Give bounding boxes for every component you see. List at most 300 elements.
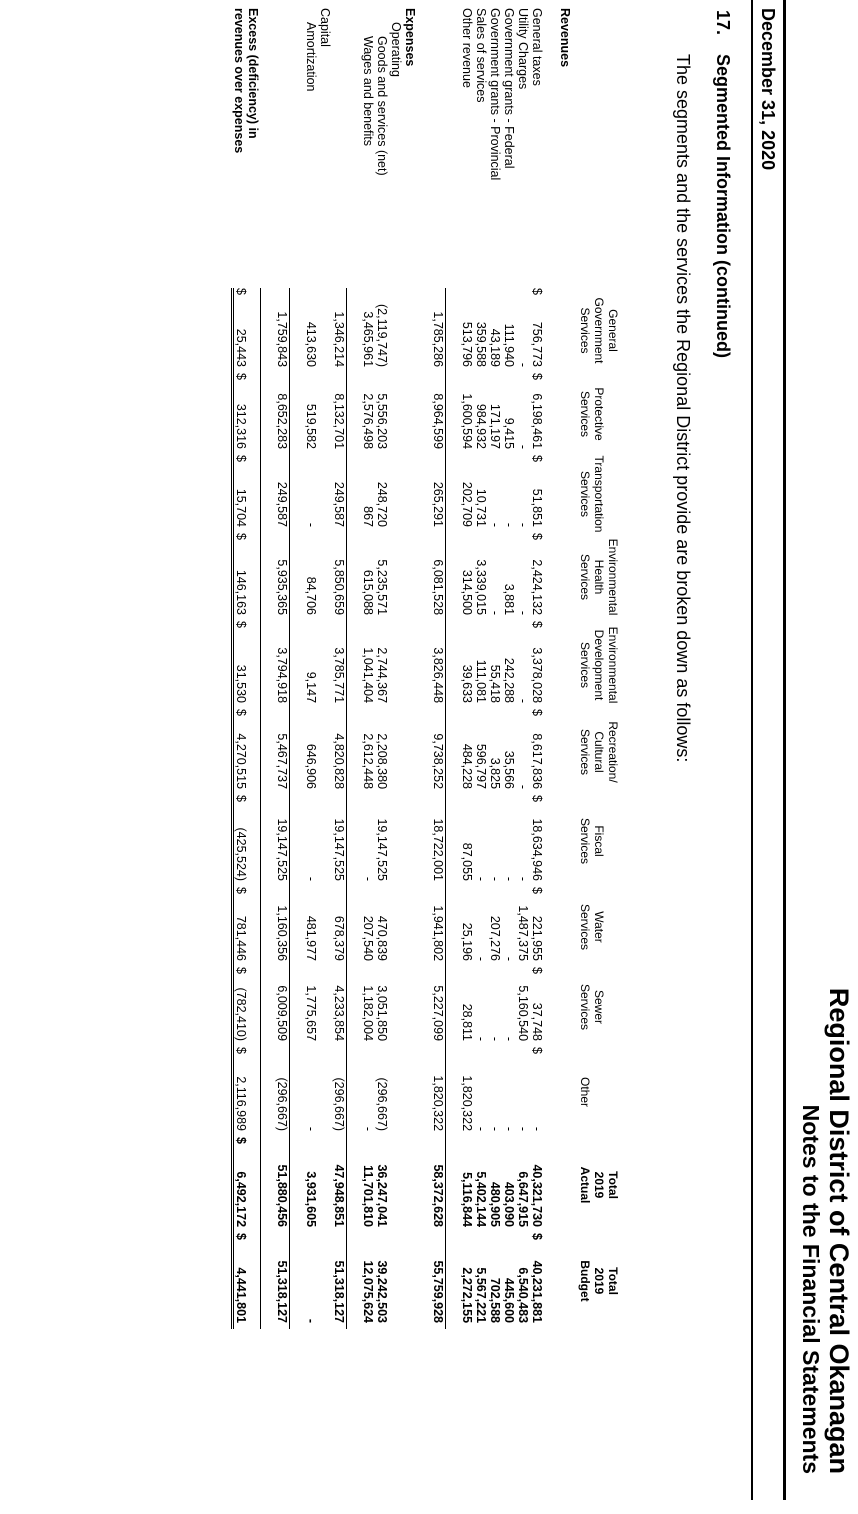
currency-cell [460, 533, 474, 549]
table-row [516, 8, 530, 1329]
table-row [474, 8, 488, 1329]
column-header [572, 1233, 620, 1329]
column-header-line: Health [592, 559, 606, 595]
value-cell: 5,227,099 [431, 983, 446, 1047]
value-cell: - [516, 1126, 530, 1132]
column-header-line: Services [578, 471, 592, 518]
currency-cell [460, 1047, 474, 1063]
value-cell: 1,820,322 [431, 1063, 446, 1137]
column-header-line: Development [592, 629, 606, 701]
row-label-line: revenues over expenses [232, 8, 247, 154]
currency-cell [332, 373, 347, 389]
currency-cell [474, 1233, 488, 1249]
spacer-cell [417, 8, 431, 1329]
currency-cell [332, 709, 347, 725]
table-row [375, 8, 389, 1329]
currency-cell [474, 1137, 488, 1153]
note-title: Segmented Information (continued) [713, 54, 733, 358]
value-cell: 596,797 [474, 743, 488, 790]
value-cell: 51,318,127 [275, 1249, 290, 1329]
currency-cell [431, 1047, 446, 1063]
currency-cell: $ [530, 373, 544, 380]
currency-cell [332, 455, 347, 471]
currency-cell [361, 533, 375, 549]
currency-cell: $ [530, 709, 544, 716]
currency-cell: $ [233, 1047, 261, 1063]
value-cell: 47,948,851 [332, 1153, 347, 1233]
value-cell: 43,189 [488, 328, 502, 368]
currency-cell [474, 621, 488, 637]
currency-cell: $ [530, 795, 544, 802]
currency-cell [332, 1233, 347, 1249]
currency-cell [431, 967, 446, 983]
value-cell: 28,811 [460, 1003, 474, 1042]
currency-cell [275, 1233, 290, 1249]
currency-cell [502, 455, 516, 471]
spacer-row [544, 8, 558, 1329]
column-header [572, 1137, 620, 1233]
currency-cell [431, 709, 446, 725]
currency-cell [488, 373, 502, 389]
spacer-cell [290, 8, 305, 1329]
currency-cell: $ [233, 373, 261, 389]
value-cell: 3,794,918 [275, 637, 290, 709]
value-cell: (296,667) [375, 1077, 389, 1132]
column-header-line: Actual [578, 1166, 592, 1204]
value-cell: 242,288 [502, 657, 516, 704]
value-cell: 3,825 [488, 757, 502, 790]
section-revenues [558, 8, 572, 1329]
column-header-line: Environmental [606, 538, 620, 616]
value-cell: 37,748 [530, 1002, 544, 1042]
currency-cell [275, 373, 290, 389]
value-cell: 39,242,503 [375, 1260, 389, 1324]
value-cell: - [304, 876, 318, 882]
value-cell: 40,321,730 [530, 1164, 544, 1228]
column-header [572, 1047, 620, 1137]
value-cell: - [516, 784, 530, 790]
row-label: Government grants - Federal [502, 8, 516, 169]
value-cell: 4,441,801 [233, 1249, 261, 1329]
currency-cell [502, 373, 516, 389]
column-header-line: Protective [592, 387, 606, 441]
value-cell: 84,706 [304, 576, 318, 616]
note-intro: The segments and the services the Regional District provide are broken down as follows: [673, 54, 693, 763]
value-cell: 1,775,657 [304, 985, 318, 1042]
currency-cell [516, 967, 530, 983]
value-cell: 36,247,041 [375, 1164, 389, 1228]
currency-cell [460, 887, 474, 903]
value-cell: - [502, 956, 516, 962]
value-cell: 5,850,659 [332, 549, 347, 621]
value-cell: - [361, 876, 375, 882]
currency-cell [516, 373, 530, 389]
value-cell: 207,540 [361, 915, 375, 962]
currency-cell [361, 455, 375, 471]
table-row [275, 8, 290, 1329]
value-cell: 1,759,843 [275, 304, 290, 373]
value-cell: 35,566 [502, 750, 516, 790]
column-header-line: Services [578, 904, 592, 951]
column-header-row [572, 8, 620, 1329]
currency-cell [502, 795, 516, 811]
section-operating-label: Operating [389, 22, 403, 77]
currency-cell [304, 709, 318, 725]
value-cell: 702,588 [488, 1277, 502, 1324]
value-cell: 984,932 [474, 403, 488, 450]
value-cell: 1,941,802 [431, 903, 446, 967]
currency-cell [275, 288, 290, 304]
currency-cell [474, 533, 488, 549]
value-cell: 8,652,283 [275, 389, 290, 455]
value-cell: 4,233,854 [332, 983, 347, 1047]
value-cell: 1,600,594 [460, 393, 474, 450]
value-cell: 312,316 [233, 389, 261, 455]
currency-cell [502, 887, 516, 903]
currency-cell [460, 373, 474, 389]
currency-cell [460, 795, 474, 811]
currency-cell [375, 1137, 389, 1153]
currency-cell [488, 887, 502, 903]
currency-cell [275, 887, 290, 903]
value-cell: 6,198,461 [530, 393, 544, 450]
column-header-line: Services [578, 729, 592, 776]
value-cell: 4,820,828 [332, 725, 347, 795]
row-label [431, 8, 446, 288]
currency-cell [361, 621, 375, 637]
value-cell: 5,402,144 [474, 1171, 488, 1228]
value-cell: - [502, 522, 516, 528]
column-header-line: Other [578, 1077, 592, 1108]
value-cell: 51,851 [530, 488, 544, 528]
currency-cell [431, 621, 446, 637]
value-cell: 1,785,286 [431, 304, 446, 373]
column-header-line: Recreation/ [606, 721, 620, 783]
column-header-line: Total [606, 1171, 620, 1199]
value-cell: 265,291 [431, 471, 446, 533]
currency-cell: $ [233, 887, 261, 903]
currency-cell [474, 373, 488, 389]
value-cell: 403,090 [502, 1181, 516, 1228]
value-cell: 445,600 [502, 1277, 516, 1324]
value-cell: 11,701,810 [361, 1165, 375, 1228]
value-cell: 87,055 [460, 842, 474, 882]
value-cell: - [516, 876, 530, 882]
value-cell: 8,132,701 [332, 389, 347, 455]
value-cell: 1,160,356 [275, 903, 290, 967]
value-cell: 6,540,483 [516, 1267, 530, 1324]
currency-cell [502, 709, 516, 725]
currency-cell: $ [530, 1047, 544, 1054]
value-cell: 3,465,961 [361, 311, 375, 368]
value-cell: 249,587 [332, 471, 347, 533]
row-label: Amortization [304, 22, 318, 92]
currency-cell [502, 621, 516, 637]
table-row [332, 8, 347, 1329]
currency-cell [332, 1047, 347, 1063]
column-header [572, 967, 620, 1047]
value-cell: - [488, 522, 502, 528]
value-cell: - [488, 876, 502, 882]
value-cell: - [474, 1036, 488, 1042]
currency-cell [516, 1233, 530, 1249]
value-cell: 248,720 [375, 481, 389, 528]
value-cell: - [516, 698, 530, 704]
spacer-cell [544, 8, 558, 1329]
section-operating [389, 8, 403, 1329]
value-cell: 5,160,540 [516, 985, 530, 1042]
value-cell: 39,633 [460, 664, 474, 704]
value-cell: 1,346,214 [332, 304, 347, 373]
value-cell: 111,081 [474, 659, 488, 704]
currency-cell: $ [233, 533, 261, 549]
value-cell: - [488, 1126, 502, 1132]
currency-cell [361, 1047, 375, 1063]
currency-cell [474, 1047, 488, 1063]
currency-cell [431, 455, 446, 471]
currency-cell: $ [530, 288, 544, 295]
section-expenses-label: Expenses [403, 8, 417, 67]
value-cell: 756,773 [530, 321, 544, 368]
currency-cell [431, 887, 446, 903]
value-cell: 5,556,203 [375, 393, 389, 450]
value-cell: - [502, 876, 516, 882]
table-row [488, 8, 502, 1329]
value-cell: (782,410) [233, 983, 261, 1047]
value-cell: 481,977 [304, 915, 318, 962]
currency-cell [375, 795, 389, 811]
value-cell: 5,235,571 [375, 559, 389, 616]
value-cell: - [502, 1036, 516, 1042]
value-cell: - [516, 362, 530, 368]
value-cell: - [361, 1126, 375, 1132]
row-label: Wages and benefits [361, 36, 375, 147]
value-cell: (425,524) [233, 811, 261, 887]
currency-cell [304, 1233, 318, 1249]
column-header-line: Services [578, 984, 592, 1031]
currency-cell [304, 288, 318, 304]
spacer-row [417, 8, 431, 1329]
value-cell: 18,722,001 [431, 811, 446, 887]
currency-cell [488, 709, 502, 725]
currency-cell [361, 887, 375, 903]
currency-cell [275, 1137, 290, 1153]
value-cell: 19,147,525 [375, 818, 389, 882]
currency-cell: $ [530, 1233, 544, 1240]
currency-cell [502, 967, 516, 983]
value-cell: 19,147,525 [332, 811, 347, 887]
value-cell: 249,587 [275, 471, 290, 533]
value-cell: 1,041,404 [361, 647, 375, 704]
value-cell: - [516, 610, 530, 616]
value-cell: 55,759,928 [431, 1249, 446, 1329]
currency-cell [516, 795, 530, 811]
value-cell: 12,075,624 [361, 1260, 375, 1324]
currency-cell [516, 709, 530, 725]
column-header [572, 288, 620, 373]
currency-cell [488, 795, 502, 811]
value-cell: 8,617,836 [530, 733, 544, 790]
table-row [530, 8, 544, 1329]
currency-cell [460, 1233, 474, 1249]
currency-cell: $ [233, 621, 261, 637]
value-cell: 9,415 [502, 417, 516, 450]
column-header [572, 795, 620, 887]
currency-cell [516, 887, 530, 903]
spacer-row [261, 8, 276, 1329]
currency-cell [460, 1137, 474, 1153]
value-cell: 6,647,915 [516, 1171, 530, 1228]
currency-cell [361, 967, 375, 983]
column-header-line: Services [578, 818, 592, 865]
currency-cell [488, 1047, 502, 1063]
currency-cell [460, 455, 474, 471]
row-label [233, 8, 261, 288]
currency-cell [375, 373, 389, 389]
value-cell: 2,612,448 [361, 733, 375, 790]
currency-cell [275, 709, 290, 725]
value-cell: 221,955 [530, 915, 544, 962]
value-cell: - [474, 956, 488, 962]
currency-cell [431, 795, 446, 811]
doc-title: Notes to the Financial Statements [798, 1104, 824, 1474]
value-cell: 5,935,365 [275, 549, 290, 621]
value-cell: (296,667) [332, 1063, 347, 1137]
currency-cell [474, 795, 488, 811]
value-cell: 2,116,989 [233, 1063, 261, 1137]
segment-table [231, 8, 620, 1329]
currency-cell [361, 795, 375, 811]
currency-cell [488, 288, 502, 304]
value-cell: - [502, 1126, 516, 1132]
currency-cell [474, 709, 488, 725]
currency-cell [488, 621, 502, 637]
spacer-cell [261, 8, 276, 1329]
currency-cell [502, 1137, 516, 1153]
value-cell: - [488, 610, 502, 616]
column-header-line: Services [578, 307, 592, 354]
value-cell: - [474, 876, 488, 882]
value-cell: 51,880,456 [275, 1153, 290, 1233]
currency-cell [275, 967, 290, 983]
currency-cell [460, 709, 474, 725]
value-cell: 15,704 [233, 471, 261, 533]
currency-cell [275, 1047, 290, 1063]
value-cell: 9,147 [304, 671, 318, 704]
column-header [572, 621, 620, 709]
currency-cell [516, 1137, 530, 1153]
currency-cell [474, 887, 488, 903]
currency-cell [488, 1233, 502, 1249]
table-row [460, 8, 474, 1329]
currency-cell [275, 533, 290, 549]
value-cell: 3,881 [502, 583, 516, 616]
value-cell: 3,931,605 [304, 1171, 318, 1228]
currency-cell [332, 621, 347, 637]
column-header-line: 2019 [592, 1171, 606, 1199]
org-title: Regional District of Central Okanagan [824, 987, 854, 1474]
spacer-row [446, 8, 461, 1329]
currency-cell [304, 967, 318, 983]
table-row [431, 8, 446, 1329]
currency-cell [375, 967, 389, 983]
currency-cell [431, 1137, 446, 1153]
value-cell: 40,231,881 [530, 1260, 544, 1324]
value-cell: 31,530 [233, 637, 261, 709]
value-cell: 2,272,155 [460, 1267, 474, 1324]
value-cell: 9,738,252 [431, 725, 446, 795]
value-cell: 55,418 [488, 664, 502, 704]
currency-cell [304, 621, 318, 637]
currency-cell [375, 288, 389, 304]
currency-cell [474, 455, 488, 471]
value-cell: 2,208,380 [375, 733, 389, 790]
value-cell: 19,147,525 [275, 811, 290, 887]
currency-cell [375, 455, 389, 471]
value-cell: 470,839 [375, 915, 389, 962]
column-header-line: Sewer [592, 990, 606, 1025]
column-header-line: Transportation [592, 455, 606, 533]
column-header-line: Services [578, 391, 592, 438]
value-cell: 146,163 [233, 549, 261, 621]
value-cell: - [488, 1036, 502, 1042]
row-label: Utility Charges [516, 8, 530, 90]
statement-date: December 31, 2020 [758, 8, 778, 171]
value-cell: - [516, 444, 530, 450]
value-cell: 111,940 [502, 323, 516, 368]
currency-cell [460, 288, 474, 304]
column-header-line: Services [578, 554, 592, 601]
value-cell: 359,588 [474, 321, 488, 368]
currency-cell [488, 455, 502, 471]
value-cell: 480,905 [488, 1181, 502, 1228]
currency-cell: $ [530, 455, 544, 462]
currency-cell [502, 1233, 516, 1249]
table-row [361, 8, 375, 1329]
value-cell: 10,731 [474, 488, 488, 528]
value-cell: 646,906 [304, 743, 318, 790]
value-cell: - [474, 1126, 488, 1132]
currency-cell [460, 967, 474, 983]
value-cell: 51,318,127 [332, 1249, 347, 1329]
value-cell: 5,116,844 [460, 1172, 474, 1228]
currency-cell [375, 1047, 389, 1063]
spacer-row [290, 8, 305, 1329]
value-cell: 484,228 [460, 743, 474, 790]
currency-cell [474, 288, 488, 304]
currency-cell [304, 1137, 318, 1153]
currency-cell [304, 533, 318, 549]
currency-cell [275, 621, 290, 637]
spacer-cell [347, 8, 362, 1329]
row-label: Goods and services (net) [375, 36, 389, 176]
value-cell: - [304, 522, 318, 528]
column-header [572, 709, 620, 795]
row-label: Government grants - Provincial [488, 8, 502, 181]
value-cell: 18,634,946 [530, 818, 544, 882]
row-label: General taxes [530, 8, 544, 86]
currency-cell: $ [233, 795, 261, 811]
value-cell: 314,500 [460, 569, 474, 616]
column-header-line: Fiscal [592, 825, 606, 857]
currency-cell: $ [233, 967, 261, 983]
section-expenses [403, 8, 417, 1329]
currency-cell [304, 887, 318, 903]
value-cell: - [530, 1126, 544, 1132]
spacer-cell [446, 8, 461, 1329]
value-cell: 5,567,221 [474, 1267, 488, 1324]
currency-cell [304, 795, 318, 811]
